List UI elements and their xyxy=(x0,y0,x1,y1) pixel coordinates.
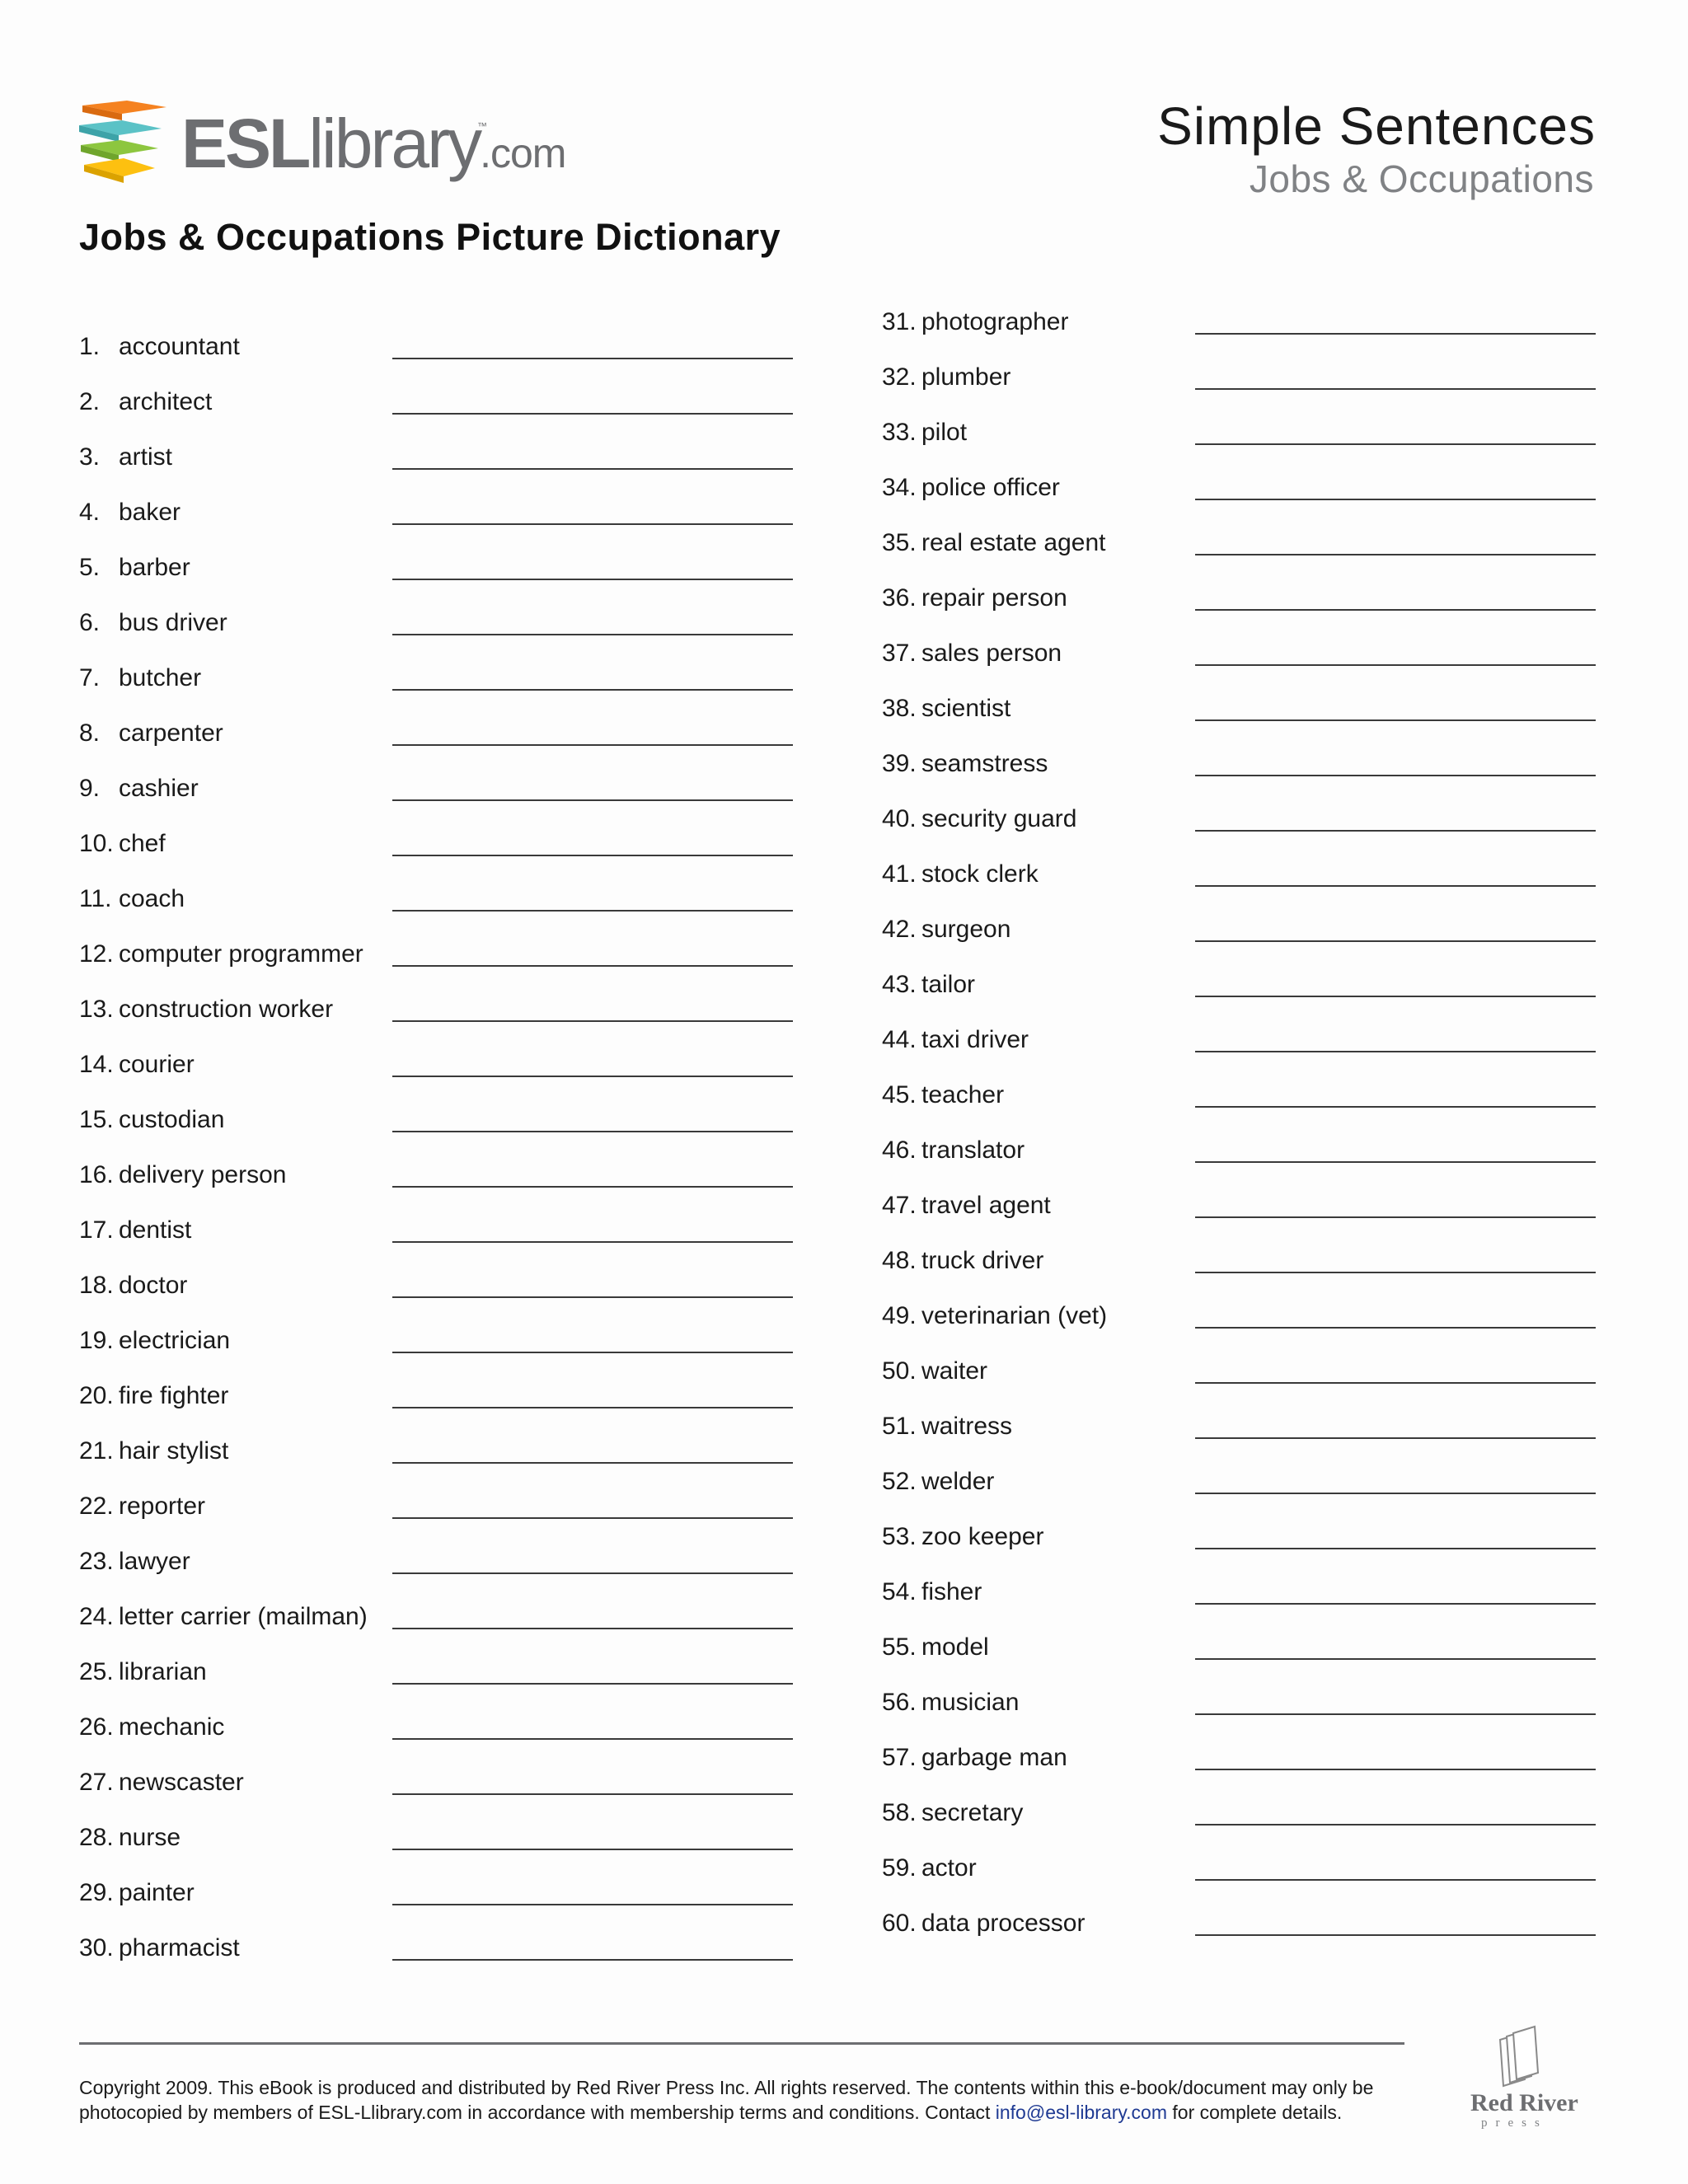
item-word: pharmacist xyxy=(119,1934,240,1961)
item-number: 20. xyxy=(79,1382,114,1409)
answer-blank-line[interactable] xyxy=(392,1849,793,1850)
answer-blank-line[interactable] xyxy=(1195,333,1596,335)
item-number: 6. xyxy=(79,609,101,636)
answer-blank-line[interactable] xyxy=(1195,1437,1596,1439)
worksheet-title: Jobs & Occupations Picture Dictionary xyxy=(79,216,781,258)
word-list-item xyxy=(79,775,796,830)
item-word: accountant xyxy=(119,333,240,360)
item-word: taxi driver xyxy=(921,1026,1029,1053)
word-list-item xyxy=(79,1437,796,1493)
item-word: sales person xyxy=(921,640,1062,667)
item-word: teacher xyxy=(921,1081,1005,1108)
item-word: welder xyxy=(921,1468,995,1495)
word-list-item xyxy=(882,1026,1599,1081)
item-number: 36. xyxy=(882,584,917,612)
word-list-item xyxy=(882,1413,1599,1468)
word-list-item xyxy=(882,916,1599,971)
word-list-item xyxy=(79,1216,796,1272)
answer-blank-line[interactable] xyxy=(1195,940,1596,942)
answer-blank-line[interactable] xyxy=(392,1572,793,1574)
word-list-item xyxy=(79,1106,796,1161)
item-number: 46. xyxy=(882,1137,917,1164)
item-number: 40. xyxy=(882,805,917,832)
item-number: 10. xyxy=(79,830,114,857)
contact-email-link[interactable]: info@esl-library.com xyxy=(995,2102,1168,2123)
word-list-item xyxy=(882,1192,1599,1247)
answer-blank-line[interactable] xyxy=(392,468,793,470)
answer-blank-line[interactable] xyxy=(1195,1272,1596,1273)
item-word: translator xyxy=(921,1137,1025,1164)
item-number: 7. xyxy=(79,664,101,691)
logo-wordmark xyxy=(181,104,565,184)
item-word: garbage man xyxy=(921,1744,1067,1771)
item-number: 26. xyxy=(79,1713,114,1741)
word-list-item xyxy=(882,1578,1599,1633)
word-list-item xyxy=(79,388,796,443)
item-number: 27. xyxy=(79,1769,114,1796)
answer-blank-line[interactable] xyxy=(392,1628,793,1629)
word-list-item xyxy=(79,1658,796,1713)
copyright-text: Copyright 2009. This eBook is produced and distributed by Red River Press Inc. All rights reserved. The contents within this e-book/document may only be photocopied by members of ESL-Llibrary.com in accordance with membership terms and conditions. Contact xyxy=(79,2077,1374,2123)
item-number: 42. xyxy=(882,916,917,943)
item-number: 37. xyxy=(882,640,917,667)
word-list-item xyxy=(79,1934,796,1990)
item-number: 44. xyxy=(882,1026,917,1053)
item-number: 15. xyxy=(79,1106,114,1133)
item-number: 21. xyxy=(79,1437,114,1465)
item-number: 25. xyxy=(79,1658,114,1685)
item-word: fisher xyxy=(921,1578,982,1605)
item-number: 49. xyxy=(882,1302,917,1329)
item-word: tailor xyxy=(921,971,976,998)
answer-blank-line[interactable] xyxy=(1195,996,1596,997)
item-number: 16. xyxy=(79,1161,114,1188)
item-word: custodian xyxy=(119,1106,225,1133)
item-number: 22. xyxy=(79,1493,114,1520)
item-word: waiter xyxy=(921,1357,988,1385)
item-number: 33. xyxy=(882,419,917,446)
word-list-item xyxy=(882,1302,1599,1357)
item-word: letter carrier (mailman) xyxy=(119,1603,368,1630)
page-subtitle: Jobs & Occupations xyxy=(1249,157,1594,200)
item-word: surgeon xyxy=(921,916,1011,943)
answer-blank-line[interactable] xyxy=(392,1076,793,1077)
answer-blank-line[interactable] xyxy=(392,689,793,691)
item-word: librarian xyxy=(119,1658,207,1685)
item-word: seamstress xyxy=(921,750,1048,777)
item-word: computer programmer xyxy=(119,940,363,968)
item-number: 2. xyxy=(79,388,101,415)
item-word: stock clerk xyxy=(921,860,1039,888)
word-list-item xyxy=(882,308,1599,363)
word-list-item xyxy=(79,885,796,940)
item-word: butcher xyxy=(119,664,202,691)
item-word: coach xyxy=(119,885,185,912)
trademark-symbol: ™ xyxy=(477,120,487,132)
answer-blank-line[interactable] xyxy=(1195,1216,1596,1218)
answer-blank-line[interactable] xyxy=(392,799,793,801)
item-number: 45. xyxy=(882,1081,917,1108)
word-list-item xyxy=(882,1247,1599,1302)
item-number: 38. xyxy=(882,695,917,722)
word-list-item xyxy=(79,830,796,885)
word-list-item xyxy=(79,1493,796,1548)
word-list-item xyxy=(79,499,796,554)
item-word: musician xyxy=(921,1689,1020,1716)
item-number: 55. xyxy=(882,1633,917,1661)
word-list-item xyxy=(882,1468,1599,1523)
word-list-item xyxy=(882,695,1599,750)
word-list-item xyxy=(882,419,1599,474)
word-list-item xyxy=(882,474,1599,529)
item-number: 13. xyxy=(79,996,114,1023)
answer-blank-line[interactable] xyxy=(1195,1548,1596,1549)
answer-blank-line[interactable] xyxy=(1195,1658,1596,1660)
page-title: Simple Sentences xyxy=(1157,96,1596,156)
answer-blank-line[interactable] xyxy=(392,413,793,415)
answer-blank-line[interactable] xyxy=(1195,1879,1596,1881)
item-word: doctor xyxy=(119,1272,188,1299)
word-list-item xyxy=(79,664,796,719)
item-number: 34. xyxy=(882,474,917,501)
books-stack-icon xyxy=(76,97,183,188)
item-number: 17. xyxy=(79,1216,114,1244)
word-list-item xyxy=(79,1713,796,1769)
item-number: 56. xyxy=(882,1689,917,1716)
item-word: travel agent xyxy=(921,1192,1051,1219)
item-word: model xyxy=(921,1633,989,1661)
answer-blank-line[interactable] xyxy=(392,1131,793,1132)
item-number: 8. xyxy=(79,719,101,747)
item-number: 58. xyxy=(882,1799,917,1826)
word-list-item xyxy=(79,1603,796,1658)
word-list-item xyxy=(882,1689,1599,1744)
answer-blank-line[interactable] xyxy=(1195,1934,1596,1936)
item-number: 47. xyxy=(882,1192,917,1219)
logo-library: library xyxy=(308,105,481,182)
red-river-press-text: press xyxy=(1481,2116,1548,2130)
item-word: nurse xyxy=(119,1824,181,1851)
item-word: veterinarian (vet) xyxy=(921,1302,1108,1329)
item-word: construction worker xyxy=(119,996,334,1023)
item-number: 48. xyxy=(882,1247,917,1274)
word-list-item xyxy=(882,750,1599,805)
word-list-item xyxy=(79,333,796,388)
answer-blank-line[interactable] xyxy=(392,1352,793,1353)
item-word: reporter xyxy=(119,1493,206,1520)
word-list-item xyxy=(882,1523,1599,1578)
item-number: 39. xyxy=(882,750,917,777)
word-list-item xyxy=(882,1744,1599,1799)
answer-blank-line[interactable] xyxy=(392,910,793,912)
answer-blank-line[interactable] xyxy=(392,579,793,580)
item-word: cashier xyxy=(119,775,199,802)
word-list-item xyxy=(79,554,796,609)
item-word: fire fighter xyxy=(119,1382,229,1409)
word-list-item xyxy=(882,971,1599,1026)
word-list-item xyxy=(79,1161,796,1216)
answer-blank-line[interactable] xyxy=(1195,1327,1596,1329)
item-word: repair person xyxy=(921,584,1067,612)
word-list-item xyxy=(79,996,796,1051)
item-number: 29. xyxy=(79,1879,114,1906)
answer-blank-line[interactable] xyxy=(392,1959,793,1961)
item-word: courier xyxy=(119,1051,195,1078)
item-number: 1. xyxy=(79,333,101,360)
copyright-text-end: for complete details. xyxy=(1167,2102,1343,2123)
item-word: security guard xyxy=(921,805,1077,832)
item-number: 51. xyxy=(882,1413,917,1440)
word-list-item xyxy=(79,1382,796,1437)
answer-blank-line[interactable] xyxy=(392,1738,793,1740)
word-list-item xyxy=(79,1824,796,1879)
item-number: 12. xyxy=(79,940,114,968)
item-word: dentist xyxy=(119,1216,192,1244)
answer-blank-line[interactable] xyxy=(1195,1382,1596,1384)
word-list-item xyxy=(882,363,1599,419)
item-number: 5. xyxy=(79,554,101,581)
answer-blank-line[interactable] xyxy=(1195,1713,1596,1715)
answer-blank-line[interactable] xyxy=(392,855,793,856)
word-list-item xyxy=(882,1910,1599,1965)
logo-com: .com xyxy=(480,130,566,176)
answer-blank-line[interactable] xyxy=(392,523,793,525)
item-number: 9. xyxy=(79,775,101,802)
item-number: 50. xyxy=(882,1357,917,1385)
red-river-logo-text: Red River xyxy=(1470,2089,1578,2116)
item-number: 57. xyxy=(882,1744,917,1771)
answer-blank-line[interactable] xyxy=(1195,388,1596,390)
item-number: 52. xyxy=(882,1468,917,1495)
item-number: 41. xyxy=(882,860,917,888)
item-word: electrician xyxy=(119,1327,231,1354)
word-list-item xyxy=(79,1769,796,1824)
answer-blank-line[interactable] xyxy=(1195,554,1596,555)
item-word: baker xyxy=(119,499,181,526)
answer-blank-line[interactable] xyxy=(1195,1493,1596,1494)
item-word: zoo keeper xyxy=(921,1523,1044,1550)
answer-blank-line[interactable] xyxy=(1195,885,1596,887)
item-word: waitress xyxy=(921,1413,1013,1440)
word-list-item xyxy=(79,1051,796,1106)
item-word: painter xyxy=(119,1879,195,1906)
item-number: 3. xyxy=(79,443,101,471)
item-number: 18. xyxy=(79,1272,114,1299)
answer-blank-line[interactable] xyxy=(392,1462,793,1464)
answer-blank-line[interactable] xyxy=(392,634,793,635)
item-word: truck driver xyxy=(921,1247,1044,1274)
answer-blank-line[interactable] xyxy=(392,1296,793,1298)
word-list-item xyxy=(79,443,796,499)
answer-blank-line[interactable] xyxy=(392,358,793,359)
item-word: real estate agent xyxy=(921,529,1106,556)
answer-blank-line[interactable] xyxy=(1195,499,1596,500)
item-number: 19. xyxy=(79,1327,114,1354)
item-number: 35. xyxy=(882,529,917,556)
answer-blank-line[interactable] xyxy=(392,1904,793,1905)
answer-blank-line[interactable] xyxy=(392,1186,793,1188)
answer-blank-line[interactable] xyxy=(1195,1769,1596,1770)
answer-blank-line[interactable] xyxy=(392,1683,793,1685)
answer-blank-line[interactable] xyxy=(1195,1051,1596,1052)
item-word: photographer xyxy=(921,308,1069,335)
word-list-item xyxy=(79,940,796,996)
copyright-notice xyxy=(79,2075,1439,2125)
item-number: 11. xyxy=(79,885,112,912)
answer-blank-line[interactable] xyxy=(1195,443,1596,445)
word-list-item xyxy=(882,860,1599,916)
item-number: 23. xyxy=(79,1548,114,1575)
answer-blank-line[interactable] xyxy=(1195,664,1596,666)
item-word: scientist xyxy=(921,695,1011,722)
item-word: bus driver xyxy=(119,609,227,636)
answer-blank-line[interactable] xyxy=(392,1517,793,1519)
answer-blank-line[interactable] xyxy=(1195,1824,1596,1825)
word-list-item xyxy=(882,1799,1599,1854)
answer-blank-line[interactable] xyxy=(1195,719,1596,721)
word-list-item xyxy=(882,1633,1599,1689)
word-list-item xyxy=(79,1548,796,1603)
answer-blank-line[interactable] xyxy=(1195,609,1596,611)
item-number: 59. xyxy=(882,1854,917,1882)
answer-blank-line[interactable] xyxy=(392,744,793,746)
word-list-item xyxy=(882,1081,1599,1137)
item-number: 54. xyxy=(882,1578,917,1605)
answer-blank-line[interactable] xyxy=(392,1793,793,1795)
footer-divider xyxy=(79,2042,1404,2045)
item-word: chef xyxy=(119,830,166,857)
word-list-item xyxy=(882,1137,1599,1192)
item-word: mechanic xyxy=(119,1713,225,1741)
answer-blank-line[interactable] xyxy=(392,1407,793,1408)
answer-blank-line[interactable] xyxy=(1195,1603,1596,1605)
answer-blank-line[interactable] xyxy=(1195,830,1596,832)
word-list-item xyxy=(79,1879,796,1934)
item-word: barber xyxy=(119,554,190,581)
word-list-item xyxy=(79,1272,796,1327)
word-list-item xyxy=(79,1327,796,1382)
item-word: secretary xyxy=(921,1799,1024,1826)
item-word: lawyer xyxy=(119,1548,190,1575)
item-number: 14. xyxy=(79,1051,114,1078)
word-list-item xyxy=(79,609,796,664)
item-number: 43. xyxy=(882,971,917,998)
item-word: plumber xyxy=(921,363,1011,391)
item-number: 24. xyxy=(79,1603,114,1630)
word-list-item xyxy=(882,1357,1599,1413)
word-list-item xyxy=(882,529,1599,584)
logo-esl: ESL xyxy=(181,105,309,182)
answer-blank-line[interactable] xyxy=(1195,775,1596,776)
answer-blank-line[interactable] xyxy=(1195,1106,1596,1108)
item-word: police officer xyxy=(921,474,1060,501)
item-word: pilot xyxy=(921,419,968,446)
answer-blank-line[interactable] xyxy=(392,965,793,967)
answer-blank-line[interactable] xyxy=(392,1241,793,1243)
item-word: architect xyxy=(119,388,213,415)
answer-blank-line[interactable] xyxy=(1195,1161,1596,1163)
item-word: data processor xyxy=(921,1910,1085,1937)
answer-blank-line[interactable] xyxy=(392,1020,793,1022)
word-list-item xyxy=(882,805,1599,860)
item-number: 32. xyxy=(882,363,917,391)
item-number: 4. xyxy=(79,499,101,526)
word-list-item xyxy=(882,1854,1599,1910)
word-list-item xyxy=(79,719,796,775)
item-word: actor xyxy=(921,1854,977,1882)
esl-library-logo[interactable] xyxy=(76,97,566,188)
item-number: 31. xyxy=(882,308,917,335)
item-word: carpenter xyxy=(119,719,223,747)
item-number: 60. xyxy=(882,1910,917,1937)
item-word: newscaster xyxy=(119,1769,244,1796)
item-word: hair stylist xyxy=(119,1437,229,1465)
item-word: delivery person xyxy=(119,1161,287,1188)
word-list-item xyxy=(882,584,1599,640)
item-number: 53. xyxy=(882,1523,917,1550)
item-number: 30. xyxy=(79,1934,114,1961)
word-list-item xyxy=(882,640,1599,695)
item-word: artist xyxy=(119,443,173,471)
item-number: 28. xyxy=(79,1824,114,1851)
